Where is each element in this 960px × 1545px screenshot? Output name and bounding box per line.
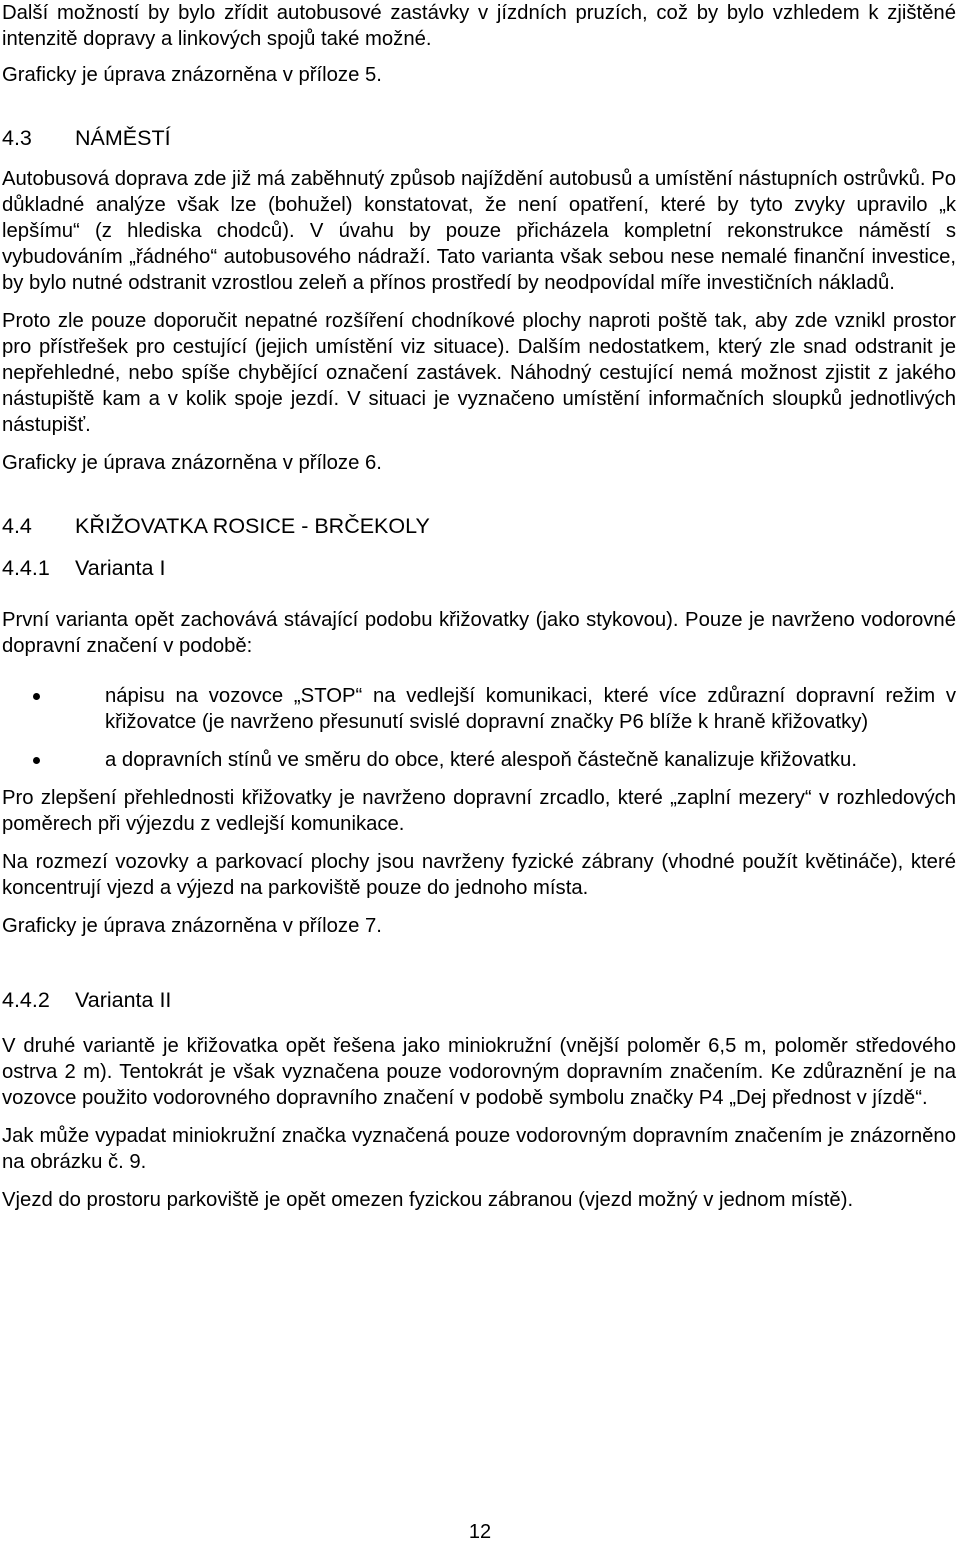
list-item-text: nápisu na vozovce „STOP“ na vedlejší komunikaci, které více zdůrazní dopravní režim v křižovatce (je navrženo přesunutí svislé dopravní značky P6 blíže k hraně křižovatky) — [105, 685, 956, 733]
paragraph: Jak může vypadat miniokružní značka vyznačená pouze vodorovným dopravním značením je znázorněno na obrázku č. 9. — [2, 1125, 956, 1173]
paragraph: Vjezd do prostoru parkoviště je opět omezen fyzickou zábranou (vjezd možný v jednom místě). — [2, 1189, 854, 1211]
document-page — [2, 0, 956, 1213]
section-title: Varianta II — [75, 988, 172, 1012]
section-heading-4-3 — [2, 125, 956, 151]
paragraph: V druhé variantě je křižovatka opět řešena jako miniokružní (vnější poloměr 6,5 m, poloměr středového ostrva 2 m). Tentokrát je však vyznačena pouze vodorovným dopravním značením. Ke zdůraznění je na vozovce použito vodorovného dopravního značení v podobě symbolu značky P4 „Dej přednost v jízdě“. — [2, 1035, 956, 1109]
paragraph: Autobusová doprava zde již má zaběhnutý způsob najíždění autobusů a umístění nástupních ostrůvků. Po důkladné analýze však lze (bohužel) konstatovat, že není opatření, které by tyto zvyky upravilo „k lepšímu“ (z hlediska chodců). V úvahu by pouze přicházela kompletní rekonstrukce náměstí s vybudováním „řádného“ autobusového nádraží. Tato varianta však sebou nese nemalé finanční investice, by bylo nutné odstranit vzrostlou zeleň a přínos prostředí by neodpovídal míře investičních nákladů. — [2, 168, 956, 294]
subsection-heading-4-4-1 — [2, 555, 956, 581]
bullet-icon — [2, 683, 105, 735]
paragraph: Graficky je úprava znázorněna v příloze 7. — [2, 915, 382, 937]
paragraph: Další možností by bylo zřídit autobusové zastávky v jízdních pruzích, což by bylo vzhledem k zjištěné intenzitě dopravy a linkových spojů také možné. — [2, 2, 956, 50]
section-number: 4.4.2 — [2, 988, 50, 1012]
bullet-list — [2, 683, 956, 773]
section-heading-4-4 — [2, 513, 956, 539]
page-number: 12 — [468, 1521, 492, 1543]
list-item-text: a dopravních stínů ve směru do obce, které alespoň částečně kanalizuje křižovatku. — [105, 749, 857, 771]
subsection-heading-4-4-2 — [2, 987, 956, 1013]
section-title: Varianta I — [75, 556, 166, 580]
paragraph: Pro zlepšení přehlednosti křižovatky je navrženo dopravní zrcadlo, které „zaplní mezery“ v rozhledových poměrech při výjezdu z vedlejší komunikace. — [2, 787, 956, 835]
bullet-icon — [2, 747, 105, 773]
list-item — [2, 683, 956, 735]
paragraph: Proto zle pouze doporučit nepatné rozšíření chodníkové plochy naproti poště tak, aby zde vznikl prostor pro přístřešek pro cestující (jejich umístění viz situace). Dalším nedostatkem, který zle snad odstranit je nepřehledné, nebo spíše chybějící označení zastávek. Náhodný cestující nemá možnost zjistit z jakého nástupiště kam a v kolik spoje jezdí. V situaci je vyznačeno umístění informačních sloupků jednotlivých nástupišť. — [2, 310, 956, 436]
section-title: KŘIŽOVATKA ROSICE - BRČEKOLY — [75, 514, 430, 538]
list-item — [2, 747, 956, 773]
section-number: 4.4 — [2, 514, 32, 538]
section-title: NÁMĚSTÍ — [75, 126, 171, 150]
paragraph: Graficky je úprava znázorněna v příloze 6. — [2, 452, 382, 474]
section-number: 4.3 — [2, 126, 32, 150]
paragraph: První varianta opět zachovává stávající podobu křižovatky (jako stykovou). Pouze je navrženo vodorovné dopravní značení v podobě: — [2, 609, 956, 657]
paragraph: Graficky je úprava znázorněna v příloze 5. — [2, 64, 382, 86]
section-number: 4.4.1 — [2, 556, 50, 580]
paragraph: Na rozmezí vozovky a parkovací plochy jsou navrženy fyzické zábrany (vhodné použít květináče), které koncentrují vjezd a výjezd na parkoviště pouze do jednoho místa. — [2, 851, 956, 899]
